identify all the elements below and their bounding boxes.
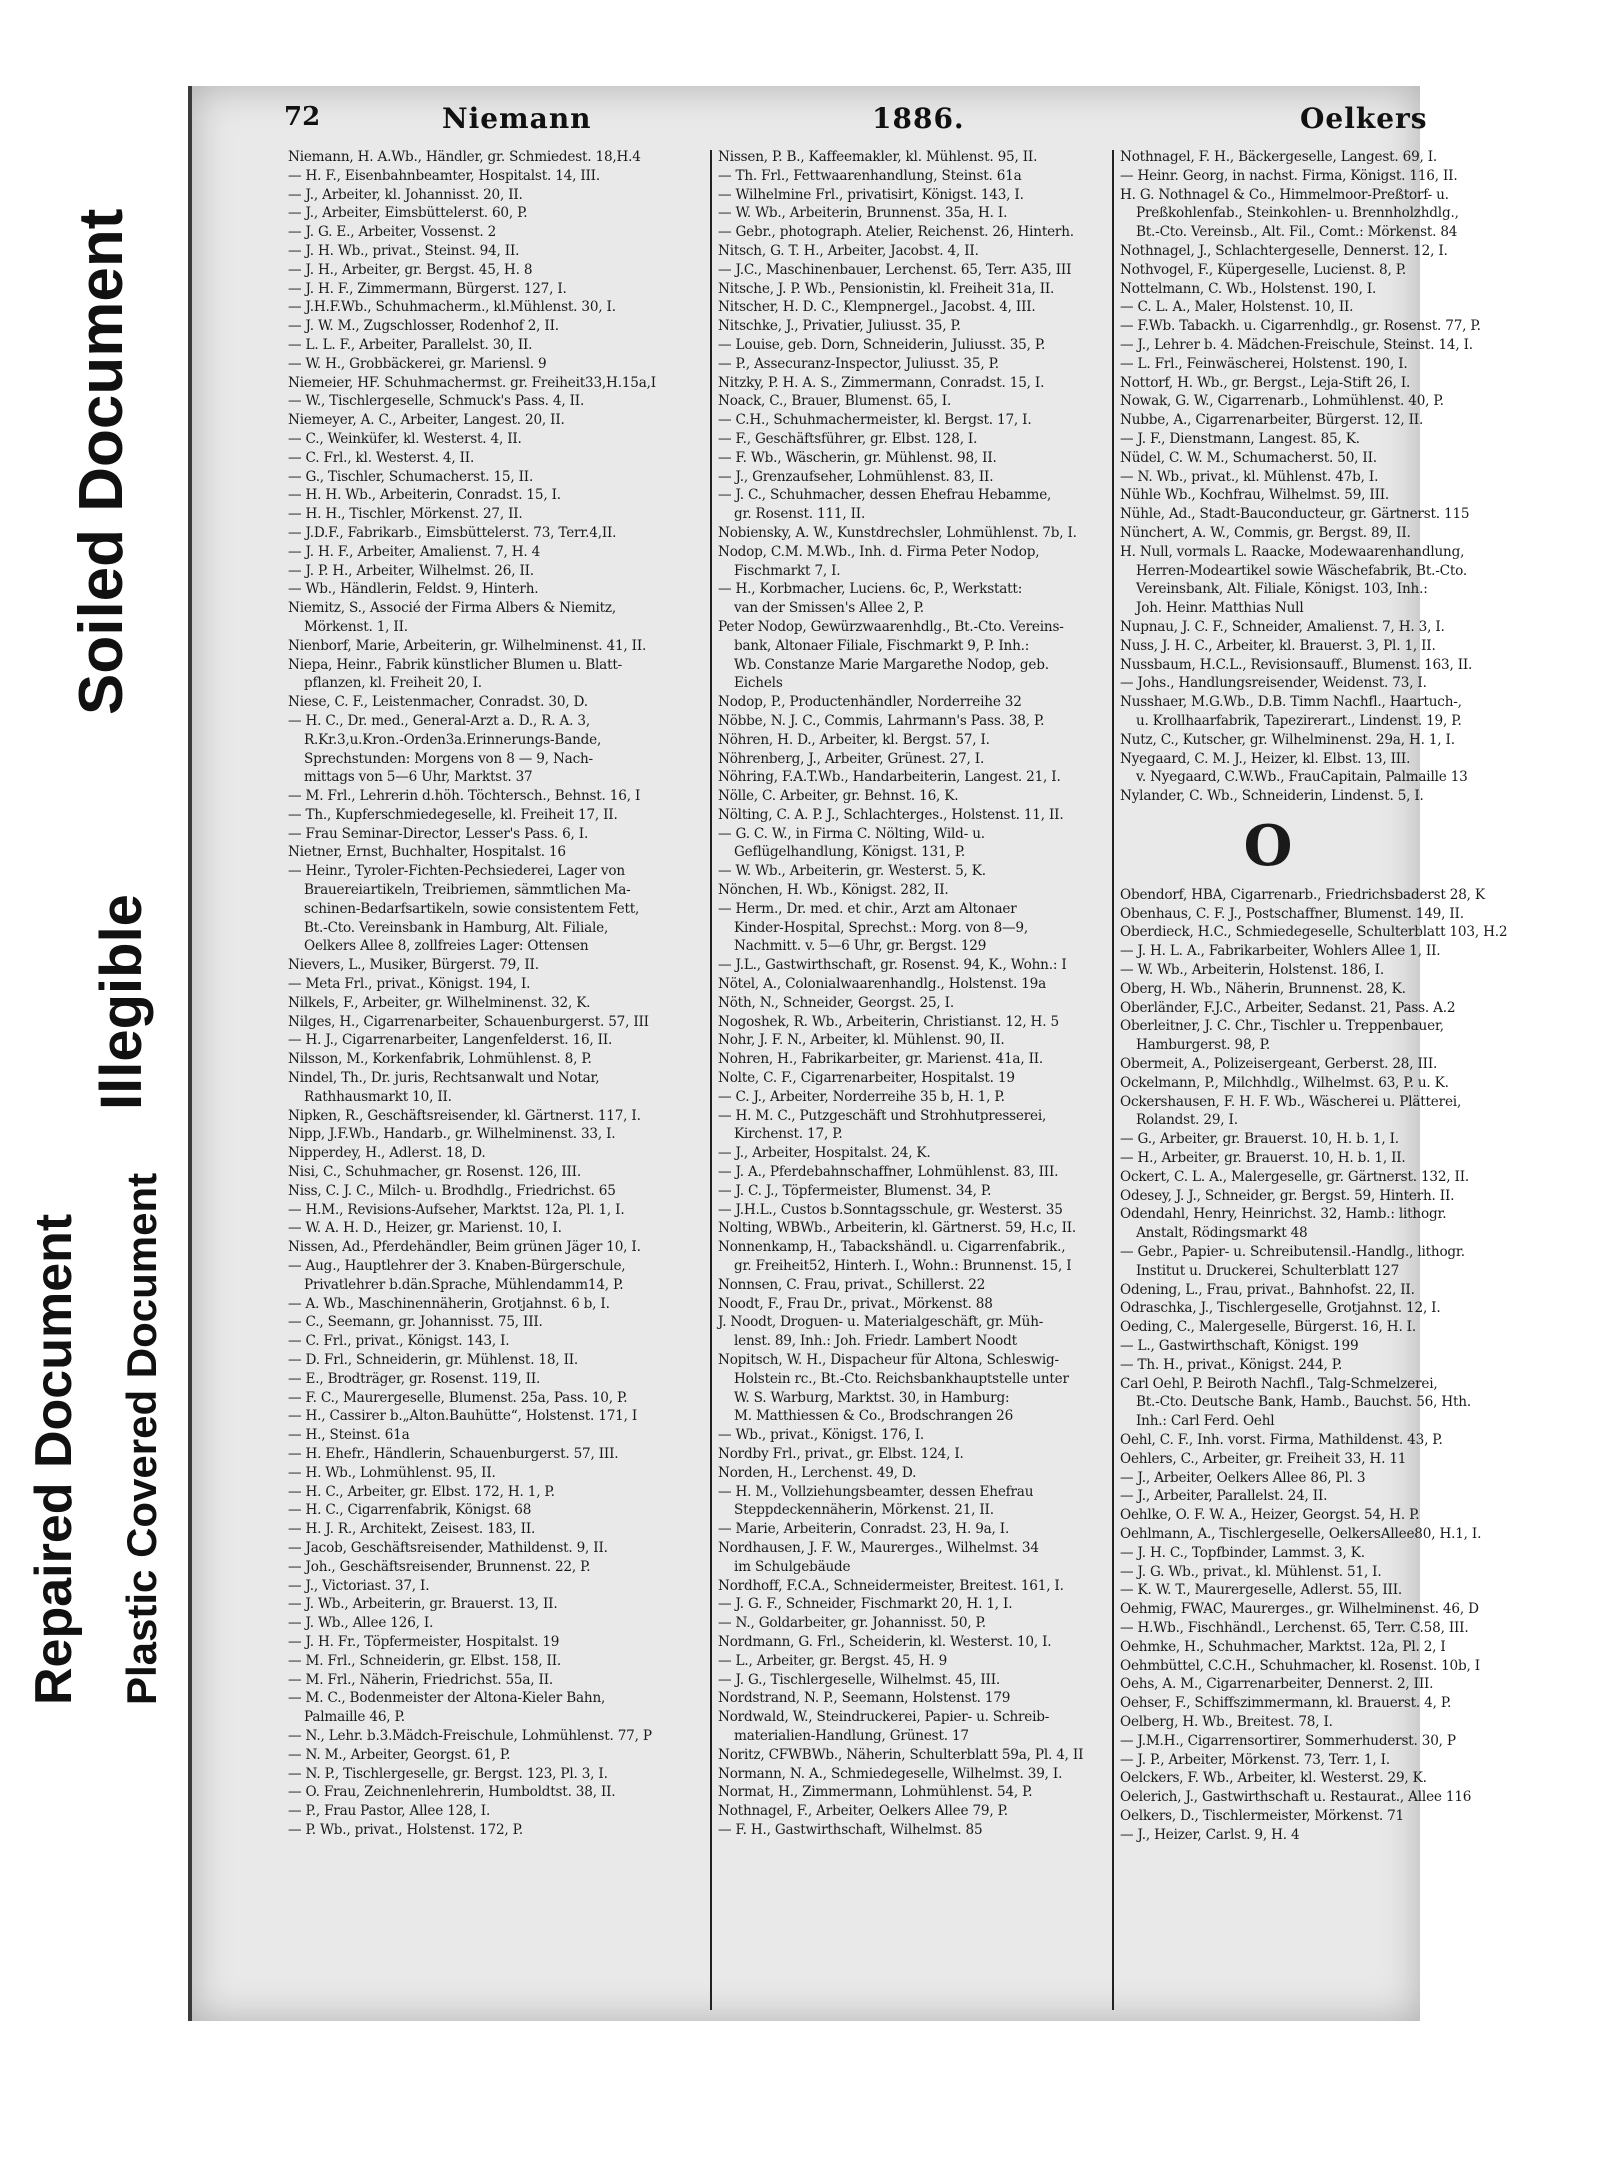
directory-entry: Nitscher, H. D. C., Klempnergel., Jacobst. 4, III. (718, 299, 1036, 316)
directory-entry: Nölle, C. Arbeiter, gr. Behnst. 16, K. (718, 788, 959, 805)
directory-entry: im Schulgebäude (734, 1558, 851, 1575)
column-3-section-n (1120, 148, 1481, 806)
directory-entry: Bt.-Cto. Vereinsb., Alt. Fil., Comt.: Mörkenst. 84 (1136, 224, 1458, 241)
directory-entry: — J. P. H., Arbeiter, Wilhelmst. 26, II. (288, 562, 534, 579)
directory-entry: — J., Heizer, Carlst. 9, H. 4 (1120, 1826, 1300, 1843)
directory-entry: Nordwald, W., Steindruckerei, Papier- u. Schreib- (718, 1709, 1050, 1726)
directory-entry: Nissen, P. B., Kaffeemakler, kl. Mühlenst. 95, II. (718, 149, 1038, 165)
directory-entry: Nordmann, G. Frl., Scheiderin, kl. Westerst. 10, I. (718, 1633, 1052, 1650)
directory-entry: J. Noodt, Droguen- u. Materialgeschäft, gr. Müh- (718, 1314, 1044, 1331)
directory-entry: Norden, H., Lerchenst. 49, D. (718, 1464, 917, 1481)
directory-entry: — J. G., Tischlergeselle, Wilhelmst. 45, III. (718, 1671, 1001, 1688)
directory-entry: — Marie, Arbeiterin, Conradst. 23, H. 9a, I. (718, 1521, 1010, 1538)
directory-entry: Nordhausen, J. F. W., Maurerges., Wilhelmst. 34 (718, 1539, 1039, 1556)
directory-entry: Bt.-Cto. Deutsche Bank, Hamb., Bauchst. 56, Hth. (1136, 1394, 1471, 1411)
directory-entry: materialien-Handlung, Grünest. 17 (734, 1727, 969, 1744)
directory-entry: Normat, H., Zimmermann, Lohmühlenst. 54, P. (718, 1784, 1033, 1801)
directory-entry: — W. Wb., Arbeiterin, Holstenst. 186, I. (1120, 962, 1384, 979)
directory-entry: Nohren, H., Fabrikarbeiter, gr. Marienst. 41a, II. (718, 1051, 1044, 1068)
directory-entry: Vereinsbank, Alt. Filiale, Königst. 103, Inh.: (1136, 581, 1428, 598)
directory-entry: — Heinr., Tyroler-Fichten-Pechsiederei, Lager von (288, 863, 625, 880)
directory-entry: — J. H. Fr., Töpfermeister, Hospitalst. 19 (288, 1633, 560, 1650)
directory-entry: Nutz, C., Kutscher, gr. Wilhelminenst. 29a, H. 1, I. (1120, 731, 1455, 748)
directory-entry: Oberleitner, J. C. Chr., Tischler u. Treppenbauer, (1120, 1018, 1444, 1035)
directory-entry: — H. F., Eisenbahnbeamter, Hospitalst. 14, III. (288, 167, 600, 184)
directory-entry: — J. A., Pferdebahnschaffner, Lohmühlenst. 83, III. (718, 1164, 1059, 1181)
directory-entry: Niss, C. J. C., Milch- u. Brodhdlg., Friedrichst. 65 (288, 1182, 616, 1199)
directory-entry: — C. J., Arbeiter, Norderreihe 35 b, H. 1, P. (718, 1088, 1005, 1105)
directory-entry: Obermeit, A., Polizeisergeant, Gerberst. 28, III. (1120, 1056, 1438, 1073)
directory-entry: — J.C., Maschinenbauer, Lerchenst. 65, Terr. A35, III (718, 261, 1072, 278)
directory-entry: — J. C. J., Töpfermeister, Blumenst. 34, P. (718, 1182, 992, 1199)
directory-entry: Bt.-Cto. Vereinsbank in Hamburg, Alt. Filiale, (304, 919, 609, 936)
column-divider (1112, 150, 1114, 2010)
directory-entry: Nusshaer, M.G.Wb., D.B. Timm Nachfl., Haartuch-, (1120, 694, 1462, 711)
directory-entry: Hamburgerst. 98, P. (1136, 1037, 1270, 1054)
directory-entry: Noodt, F., Frau Dr., privat., Mörkenst. 88 (718, 1295, 993, 1312)
directory-entry: Oberg, H. Wb., Näherin, Brunnenst. 28, K. (1120, 980, 1406, 997)
directory-entry: Odraschka, J., Tischlergeselle, Grotjahnst. 12, I. (1120, 1300, 1441, 1317)
directory-entry: — N. Wb., privat., kl. Mühlenst. 47b, I. (1120, 468, 1379, 485)
directory-entry: v. Nyegaard, C.W.Wb., FrauCapitain, Palmaille 13 (1136, 769, 1468, 786)
directory-entry: Odesey, J. J., Schneider, gr. Bergst. 59, Hinterh. II. (1120, 1187, 1455, 1204)
directory-entry: Nopitsch, W. H., Dispacheur für Altona, Schleswig- (718, 1352, 1059, 1368)
directory-entry: Nipperdey, H., Adlerst. 18, D. (288, 1145, 486, 1162)
directory-entry: — N., Goldarbeiter, gr. Johannisst. 50, P. (718, 1615, 986, 1632)
directory-entry: — W. Wb., Arbeiterin, gr. Westerst. 5, K. (718, 863, 986, 880)
directory-entry: — Jacob, Geschäftsreisender, Mathildenst. 9, II. (288, 1539, 608, 1556)
directory-entry: Oehmke, H., Schuhmacher, Marktst. 12a, Pl. 2, I (1120, 1638, 1446, 1655)
directory-entry: — Gebr., photograph. Atelier, Reichenst. 26, Hinterh. (718, 224, 1074, 241)
directory-entry: — H. M. C., Putzgeschäft und Strohhutpresserei, (718, 1107, 1047, 1124)
directory-entry: Oehmbüttel, C.C.H., Schuhmacher, kl. Rosenst. 10b, I (1120, 1657, 1480, 1674)
directory-entry: Geflügelhandlung, Königst. 131, P. (734, 844, 966, 861)
directory-entry: — W. A. H. D., Heizer, gr. Marienst. 10, I. (288, 1220, 562, 1237)
directory-entry: — G., Arbeiter, gr. Brauerst. 10, H. b. 1, I. (1120, 1131, 1399, 1148)
directory-entry: lenst. 89, Inh.: Joh. Friedr. Lambert Noodt (734, 1333, 1017, 1350)
directory-entry: Nitsche, J. P. Wb., Pensionistin, kl. Freiheit 31a, II. (718, 280, 1055, 297)
plastic-covered-label: Plastic Covered Document (118, 1172, 165, 1705)
directory-entry: — L. Frl., Feinwäscherei, Holstenst. 190, I. (1120, 355, 1408, 372)
directory-entry: Nordby Frl., privat., gr. Elbst. 124, I. (718, 1445, 964, 1462)
directory-entry: Obenhaus, C. F. J., Postschaffner, Blumenst. 149, II. (1120, 905, 1464, 922)
directory-entry: Nylander, C. Wb., Schneiderin, Lindenst. 5, I. (1120, 788, 1424, 805)
directory-entry: — P. Wb., privat., Holstenst. 172, P. (288, 1821, 523, 1838)
directory-entry: Oelberg, H. Wb., Breitest. 78, I. (1120, 1713, 1333, 1730)
directory-entry: Noack, C., Brauer, Blumenst. 65, I. (718, 393, 952, 410)
directory-entry: — Frau Seminar-Director, Lesser's Pass. 6, I. (288, 825, 589, 842)
directory-entry: Niepa, Heinr., Fabrik künstlicher Blumen u. Blatt- (288, 656, 622, 673)
directory-entry: — H. J., Cigarrenarbeiter, Langenfelderst. 16, II. (288, 1032, 613, 1049)
directory-entry: Nitschke, J., Privatier, Juliusst. 35, P. (718, 318, 961, 335)
directory-entry: Oberländer, F.J.C., Arbeiter, Sedanst. 21, Pass. A.2 (1120, 999, 1456, 1016)
running-head-left: Niemann (442, 102, 592, 135)
directory-entry: — Th., Kupferschmiedegeselle, kl. Freiheit 17, II. (288, 806, 618, 823)
directory-entry: — J. P., Arbeiter, Mörkenst. 73, Terr. 1, I. (1120, 1751, 1390, 1768)
directory-entry: Ockershausen, F. H. F. Wb., Wäscherei u. Plätterei, (1120, 1093, 1462, 1110)
running-head-right: Oelkers (1300, 102, 1428, 135)
directory-entry: Nobiensky, A. W., Kunstdrechsler, Lohmühlenst. 7b, I. (718, 524, 1077, 541)
directory-entry: — J., Arbeiter, Eimsbüttelerst. 60, P. (288, 205, 528, 222)
directory-entry: Mörkenst. 1, II. (304, 618, 408, 635)
illegible-label: Illegible (89, 894, 154, 1110)
directory-entry: Oelerich, J., Gastwirthschaft u. Restaurat., Allee 116 (1120, 1789, 1472, 1806)
directory-entry: Niemitz, S., Associé der Firma Albers & Niemitz, (288, 600, 617, 617)
directory-entry: Rolandst. 29, I. (1136, 1112, 1238, 1129)
directory-entry: — F., Geschäftsführer, gr. Elbst. 128, I. (718, 430, 978, 447)
directory-entry: — J. G. F., Schneider, Fischmarkt 20, H. 1, I. (718, 1596, 1013, 1613)
directory-entry: Nussbaum, H.C.L., Revisionsauff., Blumenst. 163, II. (1120, 656, 1473, 673)
directory-entry: Nowak, G. W., Cigarrenarb., Lohmühlenst. 40, P. (1120, 393, 1444, 410)
directory-entry: — F. H., Gastwirthschaft, Wilhelmst. 85 (718, 1821, 983, 1838)
directory-entry: — H., Cassirer b.„Alton.Bauhütte“, Holstenst. 171, I (288, 1408, 638, 1425)
directory-entry: — J. F., Dienstmann, Langest. 85, K. (1120, 430, 1360, 447)
directory-entry: — Th. H., privat., Königst. 244, P. (1120, 1356, 1343, 1373)
directory-entry: — Johs., Handlungsreisender, Weidenst. 73, I. (1120, 675, 1427, 692)
directory-entry: Niemann, H. A.Wb., Händler, gr. Schmiedest. 18,H.4 (288, 149, 641, 165)
soiled-document-label: Soiled Document (67, 208, 136, 715)
directory-entry: — G., Tischler, Schumacherst. 15, II. (288, 468, 534, 485)
directory-entry: Eichels (734, 675, 783, 692)
directory-entry: Normann, N. A., Schmiedegeselle, Wilhelmst. 39, I. (718, 1765, 1063, 1782)
directory-entry: — H. C., Arbeiter, gr. Elbst. 172, H. 1, P. (288, 1483, 555, 1500)
directory-entry: — J. W. M., Zugschlosser, Rodenhof 2, II. (288, 318, 559, 335)
directory-entry: — F. C., Maurergeselle, Blumenst. 25a, Pass. 10, P. (288, 1389, 628, 1406)
directory-entry: Nothnagel, F., Arbeiter, Oelkers Allee 79, P. (718, 1803, 1008, 1820)
directory-entry: — Heinr. Georg, in nachst. Firma, Königst. 116, II. (1120, 167, 1458, 184)
directory-entry: Ockelmann, P., Milchhdlg., Wilhelmst. 63, P. u. K. (1120, 1074, 1449, 1091)
directory-entry: Nordstrand, N. P., Seemann, Holstenst. 179 (718, 1690, 1011, 1707)
directory-entry: Nissen, Ad., Pferdehändler, Beim grünen Jäger 10, I. (288, 1239, 641, 1256)
directory-entry: — H. J. R., Architekt, Zeisest. 183, II. (288, 1521, 536, 1538)
directory-entry: Rathhausmarkt 10, II. (304, 1088, 452, 1105)
directory-entry: — J.H.F.Wb., Schuhmacherm., kl.Mühlenst. 30, I. (288, 299, 616, 316)
directory-entry: — G. C. W., in Firma C. Nölting, Wild- u. (718, 825, 985, 842)
directory-entry: bank, Altonaer Filiale, Fischmarkt 9, P. Inh.: (734, 637, 1030, 654)
directory-entry: gr. Freiheit52, Hinterh. I., Wohn.: Brunnenst. 15, I (734, 1258, 1072, 1275)
directory-entry: — H.M., Revisions-Aufseher, Marktst. 12a, Pl. 1, I. (288, 1201, 625, 1218)
page-number: 72 (284, 102, 321, 132)
directory-entry: Brauereiartikeln, Treibriemen, sämmtlichen Ma- (304, 882, 631, 899)
directory-entry: Nietner, Ernst, Buchhalter, Hospitalst. 16 (288, 844, 566, 861)
directory-entry: — J. H. L. A., Fabrikarbeiter, Wohlers Allee 1, II. (1120, 943, 1441, 960)
directory-entry: — W., Tischlergeselle, Schmuck's Pass. 4, II. (288, 393, 585, 410)
directory-entry: — P., Assecuranz-Inspector, Juliusst. 35, P. (718, 355, 999, 372)
directory-entry: — J. H., Arbeiter, gr. Bergst. 45, H. 8 (288, 261, 533, 278)
directory-entry: — J., Arbeiter, Parallelst. 24, II. (1120, 1488, 1328, 1505)
directory-entry: Joh. Heinr. Matthias Null (1136, 600, 1304, 617)
directory-entry: Sprechstunden: Morgens von 8 — 9, Nach- (304, 750, 593, 767)
directory-entry: — E., Brodträger, gr. Rosenst. 119, II. (288, 1370, 541, 1387)
directory-entry: Niese, C. F., Leistenmacher, Conradst. 30, D. (288, 694, 588, 711)
directory-entry: M. Matthiessen & Co., Brodschrangen 26 (734, 1408, 1014, 1425)
directory-entry: — C. Frl., privat., Königst. 143, I. (288, 1333, 510, 1350)
directory-entry: — J. C., Schuhmacher, dessen Ehefrau Hebamme, (718, 487, 1052, 504)
directory-entry: — W. Wb., Arbeiterin, Brunnenst. 35a, H. I. (718, 205, 1008, 222)
directory-entry: — Th. Frl., Fettwaarenhandlung, Steinst. 61a (718, 167, 1022, 184)
directory-page (188, 86, 1508, 2021)
directory-entry: — K. W. T., Maurergeselle, Adlerst. 55, III. (1120, 1582, 1403, 1599)
directory-entry: — J. G. Wb., privat., kl. Mühlenst. 51, I. (1120, 1563, 1382, 1580)
directory-entry: Palmaille 46, P. (304, 1709, 405, 1726)
directory-entry: — J., Grenzaufseher, Lohmühlenst. 83, II. (718, 468, 994, 485)
directory-entry: Nilsson, M., Korkenfabrik, Lohmühlenst. 8, P. (288, 1051, 592, 1068)
directory-entry: Nyegaard, C. M. J., Heizer, kl. Elbst. 13, III. (1120, 750, 1411, 767)
directory-entry: — Meta Frl., privat., Königst. 194, I. (288, 976, 531, 993)
directory-entry: — J., Arbeiter, Oelkers Allee 86, Pl. 3 (1120, 1469, 1366, 1486)
directory-entry: — J., Victoriast. 37, I. (288, 1577, 430, 1594)
directory-entry: Nuss, J. H. C., Arbeiter, kl. Brauerst. 3, Pl. 1, II. (1120, 637, 1436, 654)
directory-entry: Nöth, N., Schneider, Georgst. 25, I. (718, 994, 954, 1011)
directory-entry: Oelkers Allee 8, zollfreies Lager: Ottensen (304, 938, 589, 955)
directory-entry: Nisi, C., Schuhmacher, gr. Rosenst. 126, III. (288, 1164, 581, 1181)
running-head-year: 1886. (872, 102, 965, 135)
directory-entry: — J. H. Wb., privat., Steinst. 94, II. (288, 242, 520, 259)
directory-entry: Niemeyer, A. C., Arbeiter, Langest. 20, II. (288, 412, 565, 429)
directory-entry: Oehs, A. M., Cigarrenarbeiter, Dennerst. 2, III. (1120, 1676, 1434, 1693)
directory-entry: — N. P., Tischlergeselle, gr. Bergst. 123, Pl. 3, I. (288, 1765, 608, 1782)
directory-entry: Nachmitt. v. 5—6 Uhr, gr. Bergst. 129 (734, 938, 987, 955)
directory-entry: Nogoshek, R. Wb., Arbeiterin, Christianst. 12, H. 5 (718, 1013, 1059, 1030)
directory-entry: Nühle Wb., Kochfrau, Wilhelmst. 59, III. (1120, 487, 1390, 504)
directory-entry: — H. H. Wb., Arbeiterin, Conradst. 15, I. (288, 487, 561, 504)
directory-entry: Inh.: Carl Ferd. Oehl (1136, 1413, 1275, 1430)
directory-entry: — J., Lehrer b. 4. Mädchen-Freischule, Steinst. 14, I. (1120, 336, 1473, 353)
directory-entry: Anstalt, Rödingsmarkt 48 (1136, 1225, 1308, 1242)
directory-entry: Oelckers, F. Wb., Arbeiter, kl. Westerst. 29, K. (1120, 1770, 1427, 1787)
directory-entry: Holstein rc., Bt.-Cto. Reichsbankhauptstelle unter (734, 1370, 1069, 1387)
directory-entry: — M. Frl., Näherin, Friedrichst. 55a, II. (288, 1671, 553, 1688)
directory-entry: Nöhrenberg, J., Arbeiter, Grünest. 27, I. (718, 750, 985, 767)
directory-entry: Nodop, P., Productenhändler, Norderreihe 32 (718, 694, 1022, 711)
directory-entry: Nothvogel, F., Küpergeselle, Lucienst. 8, P. (1120, 261, 1407, 278)
directory-entry: Nolting, WBWb., Arbeiterin, kl. Gärtnerst. 59, H.c, II. (718, 1220, 1077, 1237)
directory-entry: — N., Lehr. b.3.Mädch-Freischule, Lohmühlenst. 77, P (288, 1727, 652, 1744)
directory-entry: Nienborf, Marie, Arbeiterin, gr. Wilhelminenst. 41, II. (288, 637, 647, 654)
directory-entry: — F. Wb., Wäscherin, gr. Mühlenst. 98, II. (718, 449, 997, 466)
directory-entry: — J.M.H., Cigarrensortirer, Sommerhuderst. 30, P (1120, 1732, 1456, 1749)
directory-entry: — J. Wb., Allee 126, I. (288, 1615, 434, 1632)
directory-entry: Nilges, H., Cigarrenarbeiter, Schauenburgerst. 57, III (288, 1013, 649, 1030)
directory-entry: — H. C., Dr. med., General-Arzt a. D., R. A. 3, (288, 712, 590, 729)
directory-entry: — Wilhelmine Frl., privatisirt, Königst. 143, I. (718, 186, 1024, 203)
directory-entry: — M. Frl., Lehrerin d.höh. Töchtersch., Behnst. 16, I (288, 788, 641, 805)
directory-entry: — H., Arbeiter, gr. Brauerst. 10, H. b. 1, II. (1120, 1150, 1406, 1167)
directory-entry: Obendorf, HBA, Cigarrenarb., Friedrichsbaderst 28, K (1120, 886, 1485, 903)
column-divider (710, 150, 712, 2010)
directory-entry: Nölting, C. A. P. J., Schlachterges., Holstenst. 11, II. (718, 806, 1064, 823)
column-3 (1120, 148, 1508, 1845)
directory-entry: Oehlmann, A., Tischlergeselle, OelkersAllee80, H.1, I. (1120, 1525, 1482, 1542)
directory-entry: Nonnsen, C. Frau, privat., Schillerst. 22 (718, 1276, 986, 1293)
directory-entry: — L., Gastwirthschaft, Königst. 199 (1120, 1338, 1359, 1355)
directory-entry: H. Null, vormals L. Raacke, Modewaarenhandlung, (1120, 543, 1465, 560)
column-1 (288, 148, 700, 1840)
directory-entry: — J. H. C., Topfbinder, Lammst. 3, K. (1120, 1544, 1365, 1561)
directory-entry: Nonnenkamp, H., Tabackshändl. u. Cigarrenfabrik., (718, 1239, 1066, 1256)
directory-entry: — H. M., Vollziehungsbeamter, dessen Ehefrau (718, 1483, 1034, 1500)
directory-entry: Oehlers, C., Arbeiter, gr. Freiheit 33, H. 11 (1120, 1450, 1407, 1467)
directory-entry: Kirchenst. 17, P. (734, 1126, 843, 1143)
directory-entry: Nordhoff, F.C.A., Schneidermeister, Breitest. 161, I. (718, 1577, 1064, 1594)
directory-entry: Nitsch, G. T. H., Arbeiter, Jacobst. 4, II. (718, 242, 979, 259)
directory-entry: — H. Ehefr., Händlerin, Schauenburgerst. 57, III. (288, 1445, 619, 1462)
directory-entry: Peter Nodop, Gewürzwaarenhdlg., Bt.-Cto. Vereins- (718, 618, 1064, 635)
directory-entry: Fischmarkt 7, I. (734, 562, 841, 579)
directory-entry: — Wb., privat., Königst. 176, I. (718, 1427, 925, 1444)
directory-entry: — Herm., Dr. med. et chir., Arzt am Altonaer (718, 900, 1017, 917)
directory-entry: Preßkohlenfab., Steinkohlen- u. Brennholzhdlg., (1136, 205, 1459, 222)
directory-entry: — C., Weinküfer, kl. Westerst. 4, II. (288, 430, 522, 447)
directory-entry: Oehl, C. F., Inh. vorst. Firma, Mathildenst. 43, P. (1120, 1432, 1443, 1448)
repaired-document-label: Repaired Document (25, 1213, 83, 1705)
directory-entry: — C., Seemann, gr. Johannisst. 75, III. (288, 1314, 543, 1331)
directory-entry: Nohr, J. F. N., Arbeiter, kl. Mühlenst. 90, II. (718, 1032, 1005, 1049)
directory-entry: Odening, L., Frau, privat., Bahnhofst. 22, II. (1120, 1281, 1415, 1298)
directory-entry: H. G. Nothnagel & Co., Himmelmoor-Preßtorf- u. (1120, 186, 1449, 203)
directory-entry: — H. Wb., Lohmühlenst. 95, II. (288, 1464, 496, 1481)
directory-entry: — C. Frl., kl. Westerst. 4, II. (288, 449, 475, 466)
directory-entry: — J. H. F., Zimmermann, Bürgerst. 127, I. (288, 280, 567, 297)
column-2 (718, 148, 1104, 1840)
directory-entry: Nötel, A., Colonialwaarenhandlg., Holstenst. 19a (718, 976, 1047, 993)
directory-entry: van der Smissen's Allee 2, P. (734, 600, 924, 617)
directory-entry: Nottelmann, C. Wb., Holstenst. 190, I. (1120, 280, 1377, 297)
directory-entry: Nipp, J.F.Wb., Handarb., gr. Wilhelminenst. 33, I. (288, 1126, 616, 1143)
directory-entry: Wb. Constanze Marie Margarethe Nodop, geb. (734, 656, 1049, 673)
directory-entry: Noritz, CFWBWb., Näherin, Schulterblatt 59a, Pl. 4, II (718, 1746, 1084, 1763)
directory-entry: Institut u. Druckerei, Schulterblatt 127 (1136, 1262, 1400, 1279)
directory-entry: Ockert, C. L. A., Malergeselle, gr. Gärtnerst. 132, II. (1120, 1168, 1470, 1185)
directory-entry: — C.H., Schuhmachermeister, kl. Bergst. 17, I. (718, 412, 1032, 429)
directory-entry: Niemeier, HF. Schuhmachermst. gr. Freiheit33,H.15a,I (288, 374, 656, 391)
directory-entry: — J.H.L., Custos b.Sonntagsschule, gr. Westerst. 35 (718, 1201, 1063, 1218)
directory-entry: — A. Wb., Maschinennäherin, Grotjahnst. 6 b, I. (288, 1295, 610, 1312)
directory-entry: — P., Frau Pastor, Allee 128, I. (288, 1803, 491, 1820)
directory-entry: Nünchert, A. W., Commis, gr. Bergst. 89, II. (1120, 524, 1411, 541)
directory-entry: Oberdieck, H.C., Schmiedegeselle, Schulterblatt 103, H.2 (1120, 924, 1508, 941)
directory-entry: — L. L. F., Arbeiter, Parallelst. 30, II. (288, 336, 533, 353)
directory-entry: gr. Rosenst. 111, II. (734, 506, 866, 523)
directory-entry: — O. Frau, Zeichnenlehrerin, Humboldtst. 38, II. (288, 1784, 616, 1801)
directory-entry: Nüdel, C. W. M., Schumacherst. 50, II. (1120, 449, 1377, 466)
directory-entry: — M. Frl., Schneiderin, gr. Elbst. 158, II. (288, 1652, 561, 1669)
directory-entry: — D. Frl., Schneiderin, gr. Mühlenst. 18, II. (288, 1352, 579, 1368)
directory-entry: — J., Arbeiter, kl. Johannisst. 20, II. (288, 186, 523, 203)
directory-entry: — J. G. E., Arbeiter, Vossenst. 2 (288, 224, 497, 241)
directory-entry: Nottorf, H. Wb., gr. Bergst., Leja-Stift 26, I. (1120, 374, 1411, 391)
directory-entry: Oehlke, O. F. W. A., Heizer, Georgst. 54, H. P. (1120, 1507, 1420, 1524)
directory-entry: Oelkers, D., Tischlermeister, Mörkenst. 71 (1120, 1807, 1404, 1824)
directory-entry: Nodop, C.M. M.Wb., Inh. d. Firma Peter Nodop, (718, 543, 1040, 560)
directory-entry: — Wb., Händlerin, Feldst. 9, Hinterh. (288, 581, 539, 598)
directory-entry: — J.L., Gastwirthschaft, gr. Rosenst. 94, K., Wohn.: I (718, 957, 1067, 974)
directory-entry: pflanzen, kl. Freiheit 20, I. (304, 675, 482, 692)
directory-entry: mittags von 5—6 Uhr, Marktst. 37 (304, 769, 533, 786)
directory-entry: Nothnagel, J., Schlachtergeselle, Dennerst. 12, I. (1120, 242, 1448, 259)
directory-entry: Carl Oehl, P. Beiroth Nachfl., Talg-Schmelzerei, (1120, 1375, 1438, 1392)
directory-entry: Kinder-Hospital, Sprechst.: Morg. von 8—9, (734, 919, 1029, 936)
directory-entry: Nilkels, F., Arbeiter, gr. Wilhelminenst. 32, K. (288, 994, 591, 1011)
directory-entry: — H. C., Cigarrenfabrik, Königst. 68 (288, 1502, 532, 1519)
directory-entry: — L., Arbeiter, gr. Bergst. 45, H. 9 (718, 1652, 948, 1669)
directory-entry: Nühle, Ad., Stadt-Bauconducteur, gr. Gärtnerst. 115 (1120, 506, 1470, 523)
directory-entry: Oeding, C., Malergeselle, Bürgerst. 16, H. I. (1120, 1319, 1416, 1336)
directory-entry: Nubbe, A., Cigarrenarbeiter, Bürgerst. 12, II. (1120, 412, 1424, 429)
directory-entry: u. Krollhaarfabrik, Tapezirerart., Lindenst. 19, P. (1136, 712, 1462, 729)
directory-entry: — N. M., Arbeiter, Georgst. 61, P. (288, 1746, 511, 1763)
directory-entry: Herren-Modeartikel sowie Wäschefabrik, Bt.-Cto. (1136, 562, 1467, 579)
directory-entry: Oehser, F., Schiffszimmermann, kl. Brauerst. 4, P. (1120, 1695, 1452, 1712)
directory-entry: Privatlehrer b.dän.Sprache, Mühlendamm14, P. (304, 1276, 624, 1293)
directory-entry: Nolte, C. F., Cigarrenarbeiter, Hospitalst. 19 (718, 1070, 1015, 1087)
directory-entry: — J. Wb., Arbeiterin, gr. Brauerst. 13, II. (288, 1596, 558, 1613)
directory-entry: — Joh., Geschäftsreisender, Brunnenst. 22, P. (288, 1558, 591, 1575)
directory-entry: R.Kr.3,u.Kron.-Orden3a.Erinnerungs-Bande, (304, 731, 602, 748)
directory-entry: Nöbbe, N. J. C., Commis, Lahrmann's Pass. 38, P. (718, 712, 1045, 729)
directory-entry: Nindel, Th., Dr. juris, Rechtsanwalt und Notar, (288, 1070, 600, 1087)
directory-entry: — H. H., Tischler, Mörkenst. 27, II. (288, 506, 523, 523)
directory-entry: Nöhring, F.A.T.Wb., Handarbeiterin, Langest. 21, I. (718, 769, 1061, 786)
directory-entry: Nönchen, H. Wb., Königst. 282, II. (718, 882, 949, 899)
directory-entry: — C. L. A., Maler, Holstenst. 10, II. (1120, 299, 1354, 316)
directory-entry: Nothnagel, F. H., Bäckergeselle, Langest. 69, I. (1120, 149, 1438, 165)
directory-entry: — J., Arbeiter, Hospitalst. 24, K. (718, 1145, 931, 1162)
directory-entry: Odendahl, Henry, Heinrichst. 32, Hamb.: lithogr. (1120, 1206, 1447, 1223)
directory-entry: Nöhren, H. D., Arbeiter, kl. Bergst. 57, I. (718, 731, 990, 748)
directory-entry: Nievers, L., Musiker, Bürgerst. 79, II. (288, 957, 539, 974)
directory-entry: — J.D.F., Fabrikarb., Eimsbüttelerst. 73, Terr.4,II. (288, 524, 617, 541)
directory-entry: Steppdeckennäherin, Mörkenst. 21, II. (734, 1502, 994, 1519)
directory-entry: — H., Steinst. 61a (288, 1427, 410, 1444)
directory-entry: — W. H., Grobbäckerei, gr. Mariensl. 9 (288, 355, 547, 372)
directory-entry: W. S. Warburg, Marktst. 30, in Hamburg: (734, 1389, 1010, 1406)
directory-entry: — Gebr., Papier- u. Schreibutensil.-Handlg., lithogr. (1120, 1244, 1465, 1261)
directory-entry: — H., Korbmacher, Luciens. 6c, P., Werkstatt: (718, 581, 1023, 598)
directory-entry: Nipken, R., Geschäftsreisender, kl. Gärtnerst. 117, I. (288, 1107, 641, 1124)
directory-entry: — H.Wb., Fischhändl., Lerchenst. 65, Terr. C.58, III. (1120, 1619, 1469, 1636)
directory-entry: — Louise, geb. Dorn, Schneiderin, Juliusst. 35, P. (718, 336, 1046, 353)
column-3-section-o (1120, 886, 1508, 1845)
directory-entry: Nitzky, P. H. A. S., Zimmermann, Conradst. 15, I. (718, 374, 1045, 391)
section-letter: O (1243, 812, 1293, 879)
directory-entry: — Aug., Hauptlehrer der 3. Knaben-Bürgerschule, (288, 1258, 626, 1275)
directory-entry: — J. H. F., Arbeiter, Amalienst. 7, H. 4 (288, 543, 541, 560)
directory-entry: — M. C., Bodenmeister der Altona-Kieler Bahn, (288, 1690, 606, 1707)
directory-entry: Nupnau, J. C. F., Schneider, Amalienst. 7, H. 3, I. (1120, 618, 1445, 635)
directory-entry: schinen-Bedarfsartikeln, sowie consistentem Fett, (304, 900, 640, 917)
directory-entry: Oehmig, FWAC, Maurerges., gr. Wilhelminenst. 46, D (1120, 1601, 1479, 1618)
directory-entry: — F.Wb. Tabackh. u. Cigarrenhdlg., gr. Rosenst. 77, P. (1120, 318, 1481, 335)
